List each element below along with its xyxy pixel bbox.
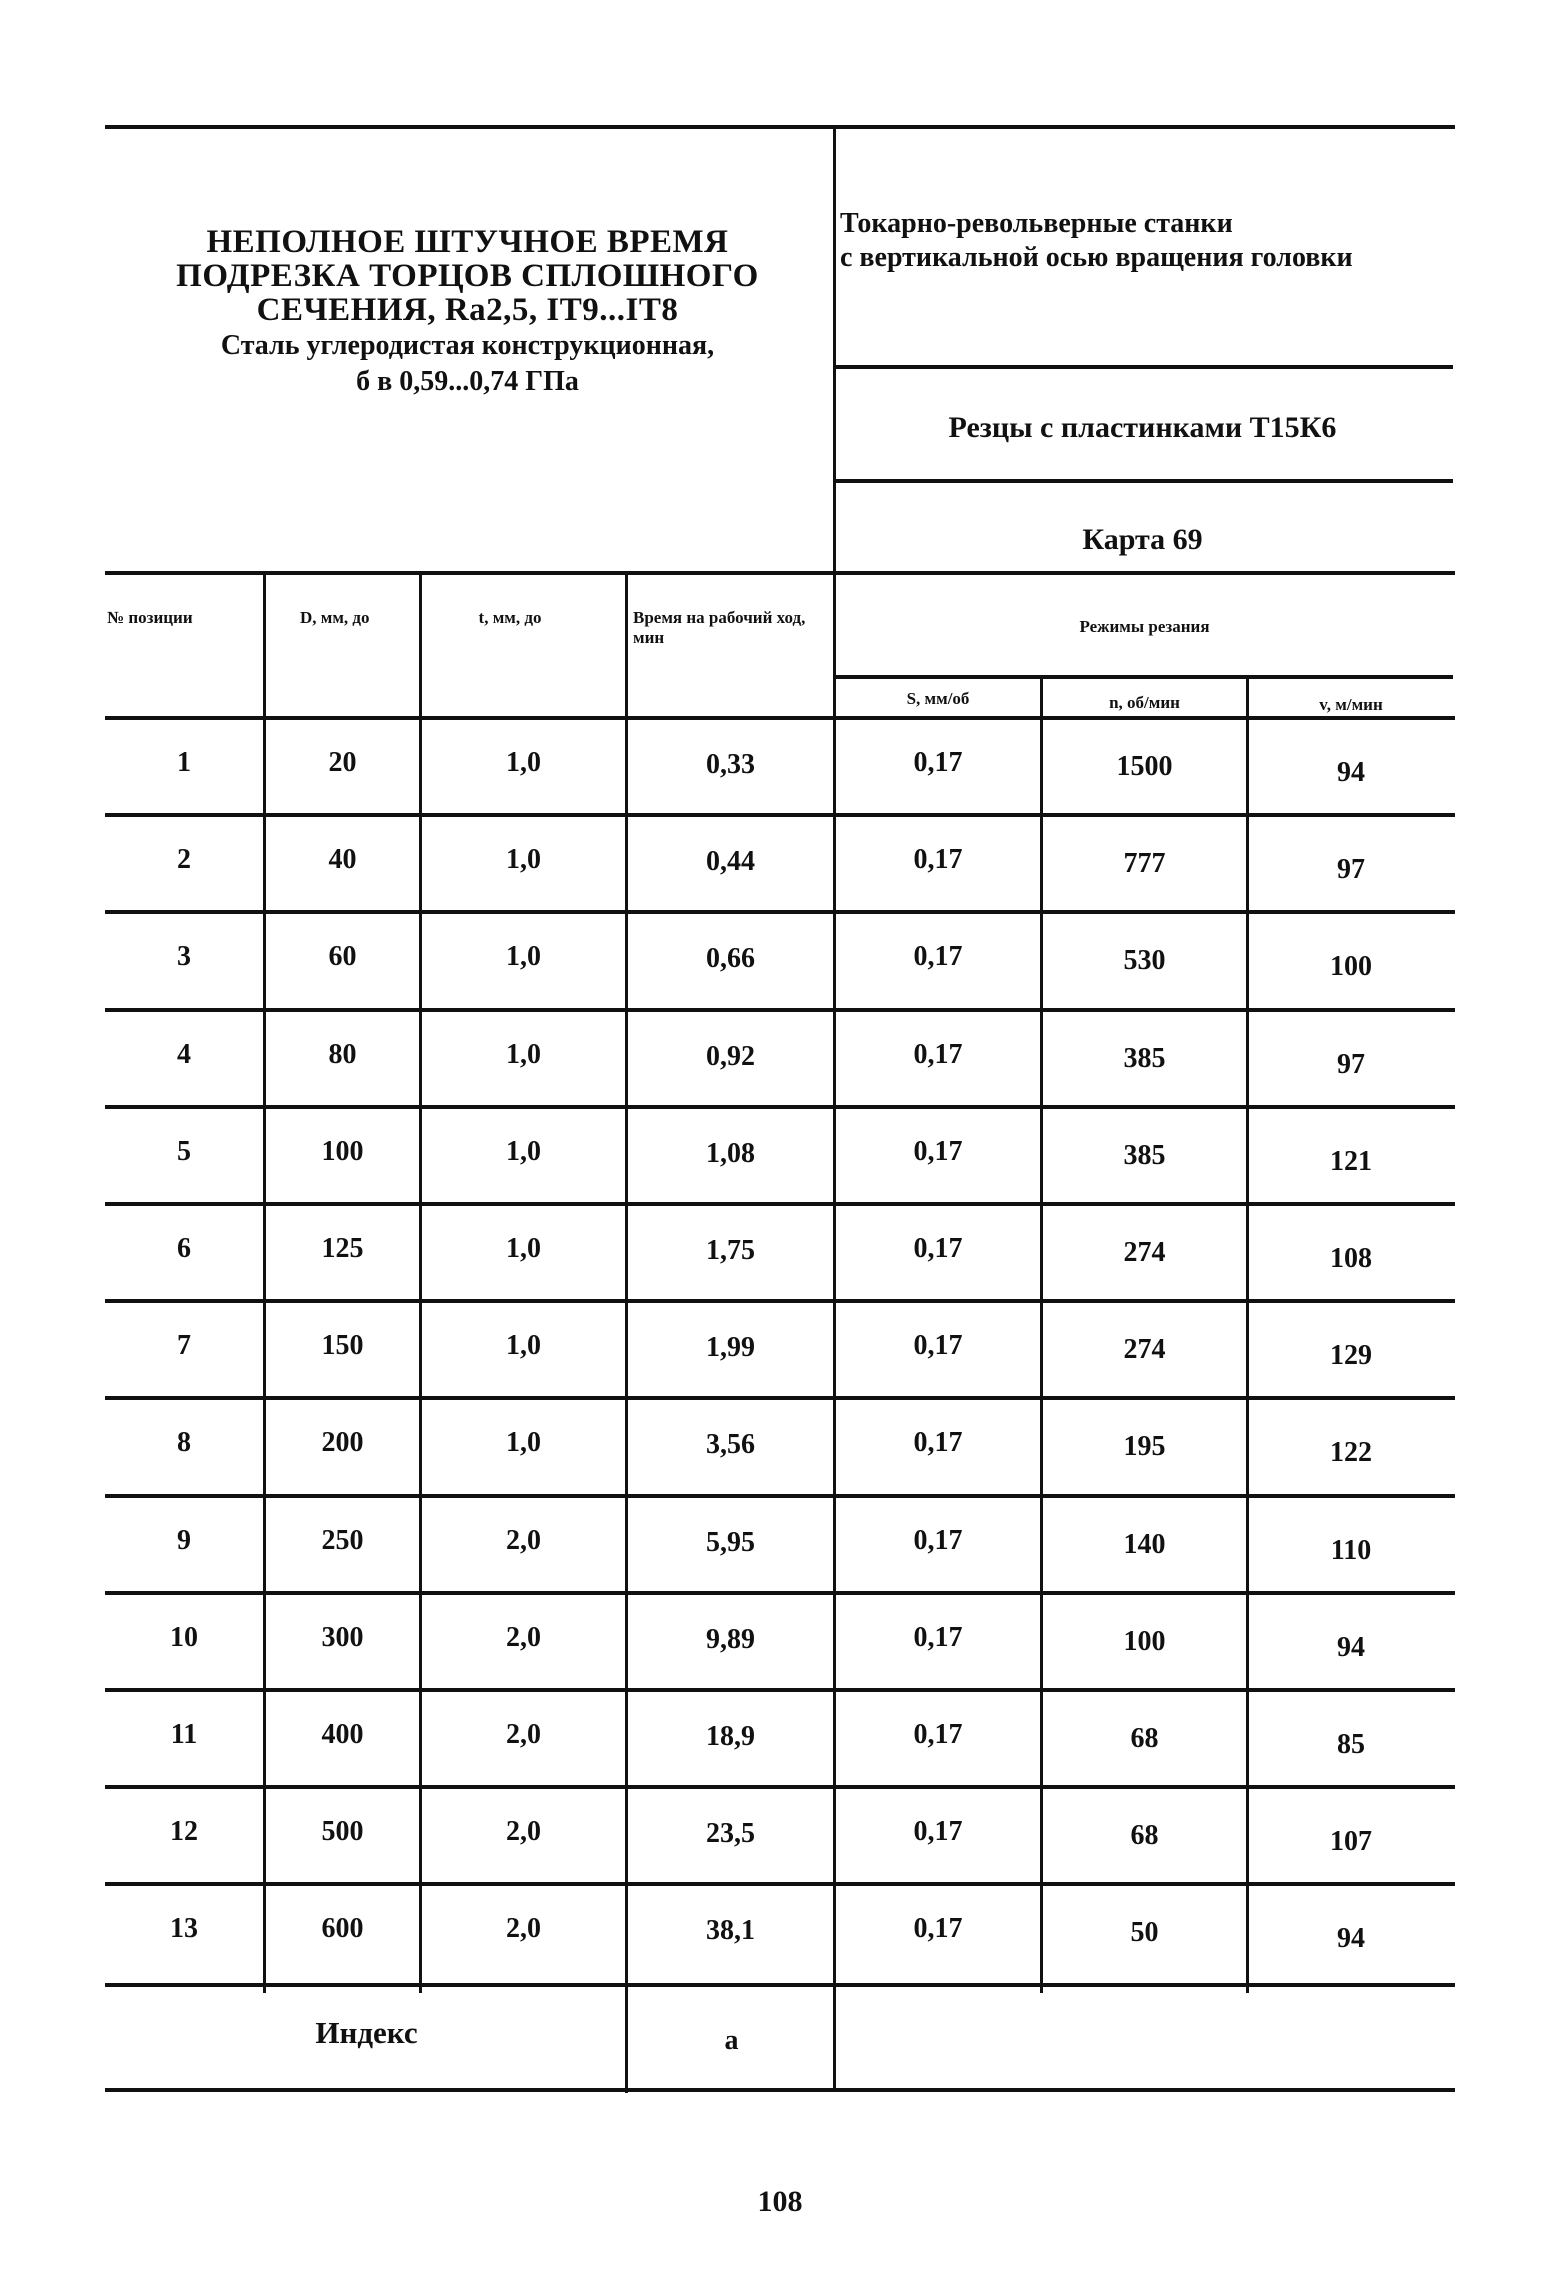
- row-divider: [105, 1105, 1455, 1109]
- cell-position: 8: [177, 1427, 191, 1459]
- cell-diameter: 600: [321, 1913, 364, 1945]
- title-line-4: Сталь углеродистая конструкционная,: [220, 330, 715, 361]
- cell-feed: 0,17: [913, 844, 963, 876]
- header-bottom-rule: [105, 716, 1455, 720]
- header-time: Время на рабочий ход, мин: [633, 608, 806, 647]
- card-number: Карта 69: [1082, 523, 1203, 556]
- title-line-1: НЕПОЛНОЕ ШТУЧНОЕ ВРЕМЯ: [206, 224, 729, 260]
- cell-cutting-speed: 129: [1330, 1340, 1372, 1372]
- machines-rule: [833, 365, 1453, 369]
- cell-time: 0,92: [706, 1040, 755, 1072]
- title-line-2: ПОДРЕЗКА ТОРЦОВ СПЛОШНОГО: [176, 258, 759, 294]
- cell-position: 12: [170, 1816, 198, 1848]
- cell-feed: 0,17: [913, 1330, 963, 1362]
- header-speed-rpm: n, об/мин: [1109, 693, 1180, 712]
- top-rule: [105, 125, 1455, 129]
- cell-diameter: 100: [321, 1135, 364, 1167]
- cell-speed-rpm: 385: [1123, 1139, 1166, 1171]
- cutter-type: Резцы с пластинками Т15К6: [948, 411, 1337, 444]
- cell-cutting-speed: 94: [1337, 1631, 1365, 1663]
- header-depth: t, мм, до: [478, 608, 542, 627]
- cell-speed-rpm: 140: [1123, 1528, 1166, 1560]
- cell-time: 0,44: [706, 846, 755, 878]
- cell-speed-rpm: 274: [1123, 1334, 1166, 1366]
- row-divider: [105, 1202, 1455, 1206]
- row-divider: [105, 1591, 1455, 1595]
- cell-cutting-speed: 97: [1337, 854, 1365, 886]
- cell-cutting-speed: 100: [1330, 951, 1372, 983]
- cell-time: 23,5: [706, 1818, 755, 1850]
- cell-position: 11: [170, 1719, 198, 1750]
- cell-speed-rpm: 777: [1123, 848, 1166, 880]
- row-divider: [105, 813, 1455, 817]
- cell-position: 1: [177, 747, 191, 778]
- cell-depth: 2,0: [506, 1621, 541, 1653]
- machine-type-line-1: Токарно-револьверные станки: [840, 208, 1233, 239]
- row-divider: [105, 1785, 1455, 1789]
- cell-depth: 2,0: [506, 1524, 541, 1556]
- cell-diameter: 250: [321, 1524, 364, 1556]
- cell-position: 2: [177, 844, 191, 876]
- cell-time: 9,89: [706, 1623, 755, 1655]
- cell-feed: 0,17: [913, 747, 963, 778]
- row-divider: [105, 1688, 1455, 1692]
- index-value: а: [724, 2025, 739, 2056]
- cell-position: 13: [170, 1913, 198, 1945]
- cell-depth: 1,0: [506, 1038, 541, 1070]
- header-cutting-modes: Режимы резания: [1079, 617, 1210, 636]
- header-feed: S, мм/об: [906, 689, 970, 708]
- cutters-rule: [833, 479, 1453, 483]
- cell-depth: 1,0: [506, 1427, 541, 1459]
- cell-position: 4: [177, 1038, 191, 1070]
- cell-feed: 0,17: [913, 1427, 963, 1459]
- cell-position: 10: [170, 1621, 198, 1653]
- cell-feed: 0,17: [913, 1719, 963, 1750]
- cell-cutting-speed: 94: [1337, 1923, 1365, 1955]
- cell-time: 1,99: [706, 1332, 755, 1364]
- cell-time: 18,9: [706, 1721, 755, 1752]
- cell-speed-rpm: 385: [1123, 1042, 1166, 1074]
- cell-diameter: 80: [328, 1038, 357, 1070]
- cell-feed: 0,17: [913, 1524, 963, 1556]
- cell-cutting-speed: 122: [1330, 1437, 1372, 1469]
- document-page: [105, 125, 1455, 2105]
- cell-time: 3,56: [706, 1429, 755, 1461]
- row-divider: [105, 1882, 1455, 1886]
- cell-feed: 0,17: [913, 1233, 963, 1264]
- row-divider: [105, 1396, 1455, 1400]
- footer-top-rule: [105, 1983, 1455, 1987]
- cell-depth: 1,0: [506, 1135, 541, 1167]
- cell-diameter: 125: [321, 1233, 364, 1264]
- cell-cutting-speed: 107: [1330, 1826, 1372, 1858]
- document-title: [105, 225, 830, 399]
- machine-type: [840, 207, 1450, 275]
- cell-speed-rpm: 274: [1123, 1237, 1166, 1268]
- cell-cutting-speed: 108: [1330, 1243, 1372, 1274]
- cell-depth: 2,0: [506, 1719, 541, 1750]
- cell-position: 9: [177, 1524, 191, 1556]
- cell-diameter: 400: [321, 1719, 364, 1750]
- header-diameter: D, мм, до: [300, 608, 370, 627]
- cell-feed: 0,17: [913, 1135, 963, 1167]
- cell-diameter: 500: [321, 1816, 364, 1848]
- row-divider: [105, 910, 1455, 914]
- header-position: № позиции: [107, 608, 193, 627]
- modes-subrule: [833, 675, 1453, 679]
- cell-feed: 0,17: [913, 1038, 963, 1070]
- cell-position: 7: [177, 1330, 191, 1362]
- cell-speed-rpm: 1500: [1116, 751, 1173, 782]
- row-divider: [105, 1494, 1455, 1498]
- cell-depth: 1,0: [506, 747, 541, 778]
- cell-cutting-speed: 97: [1337, 1048, 1365, 1080]
- cell-time: 0,66: [706, 943, 755, 975]
- cell-speed-rpm: 195: [1123, 1431, 1166, 1463]
- title-line-5: б в 0,59...0,74 ГПа: [356, 366, 579, 397]
- cell-cutting-speed: 85: [1337, 1729, 1365, 1760]
- cell-depth: 1,0: [506, 1233, 541, 1264]
- cell-diameter: 60: [328, 941, 357, 973]
- col-line-1: [263, 573, 266, 1993]
- bottom-rule: [105, 2088, 1455, 2092]
- cell-feed: 0,17: [913, 1816, 963, 1848]
- cell-feed: 0,17: [913, 941, 963, 973]
- cell-speed-rpm: 68: [1130, 1723, 1159, 1754]
- cell-speed-rpm: 530: [1123, 945, 1166, 977]
- cell-speed-rpm: 100: [1123, 1625, 1166, 1657]
- cell-feed: 0,17: [913, 1913, 963, 1945]
- page-number: 108: [757, 2185, 803, 2218]
- title-line-3: СЕЧЕНИЯ, Ra2,5, IT9...IT8: [256, 292, 679, 328]
- cell-depth: 1,0: [506, 941, 541, 973]
- machine-type-line-2: с вертикальной осью вращения головки: [840, 242, 1353, 273]
- cell-diameter: 150: [321, 1330, 364, 1362]
- cell-cutting-speed: 121: [1330, 1145, 1372, 1177]
- index-label: Индекс: [315, 2015, 418, 2050]
- cell-diameter: 200: [321, 1427, 364, 1459]
- cell-time: 1,75: [706, 1235, 755, 1266]
- cell-diameter: 40: [328, 844, 357, 876]
- row-divider: [105, 1299, 1455, 1303]
- cell-position: 3: [177, 941, 191, 973]
- cell-depth: 2,0: [506, 1913, 541, 1945]
- cell-diameter: 300: [321, 1621, 364, 1653]
- row-divider: [105, 1008, 1455, 1012]
- cell-cutting-speed: 94: [1337, 757, 1365, 788]
- cell-feed: 0,17: [913, 1621, 963, 1653]
- cell-depth: 1,0: [506, 844, 541, 876]
- table-top-rule: [105, 571, 1455, 575]
- cell-speed-rpm: 50: [1130, 1917, 1159, 1949]
- cell-time: 1,08: [706, 1137, 755, 1169]
- cell-time: 0,33: [706, 749, 755, 780]
- header-cutting-speed: v, м/мин: [1319, 695, 1383, 714]
- cell-position: 6: [177, 1233, 191, 1264]
- cell-speed-rpm: 68: [1130, 1820, 1159, 1852]
- cell-depth: 1,0: [506, 1330, 541, 1362]
- cell-time: 5,95: [706, 1526, 755, 1558]
- cell-cutting-speed: 110: [1330, 1534, 1372, 1566]
- cell-position: 5: [177, 1135, 191, 1167]
- cell-diameter: 20: [328, 747, 357, 778]
- cell-time: 38,1: [706, 1915, 755, 1947]
- col-line-2: [419, 573, 422, 1993]
- cell-depth: 2,0: [506, 1816, 541, 1848]
